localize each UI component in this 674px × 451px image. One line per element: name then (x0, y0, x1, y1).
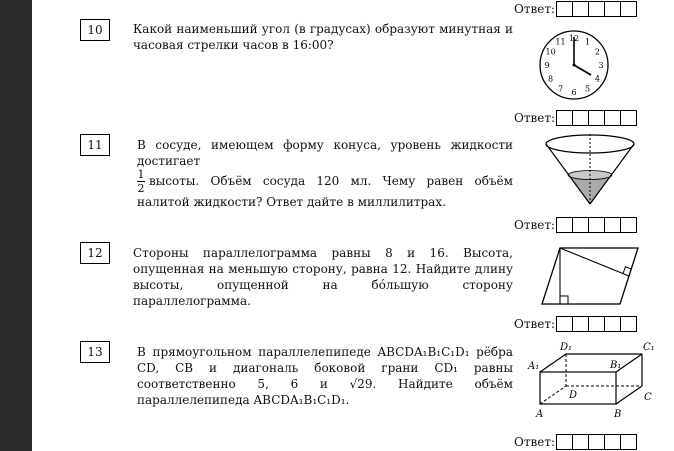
answer-cell[interactable] (572, 316, 589, 332)
clock-numeral: 7 (557, 84, 564, 94)
answer-cell[interactable] (588, 1, 605, 17)
vertex-label-c: C (644, 392, 652, 403)
answer-cell[interactable] (556, 110, 573, 126)
problem-text-10: Какой наименьший угол (в градусах) образуют минутная и часовая стрелки часов в 16:00? (133, 22, 513, 52)
answer-cell[interactable] (620, 1, 637, 17)
answer-cell[interactable] (588, 434, 605, 450)
clock-numeral: 5 (584, 84, 591, 94)
answer-cell[interactable] (604, 217, 621, 233)
answer-cell[interactable] (556, 316, 573, 332)
vertex-label-b: B (614, 409, 622, 420)
answer-cells[interactable] (557, 434, 637, 450)
problem-number-10: 10 (80, 19, 110, 41)
problem-number-12: 12 (80, 242, 110, 264)
parallelogram-figure (540, 244, 640, 308)
answer-cell[interactable] (572, 217, 589, 233)
parallelepiped-figure (526, 338, 656, 424)
answer-label: Ответ: (514, 111, 556, 125)
answer-cell[interactable] (588, 217, 605, 233)
clock-numeral: 10 (545, 47, 556, 57)
problem-text-11 (137, 137, 513, 210)
answer-label: Ответ: (514, 218, 556, 232)
answer-cell[interactable] (556, 217, 573, 233)
answer-label: Ответ: (514, 2, 556, 16)
answer-cell[interactable] (556, 1, 573, 17)
fraction-denominator: 2 (137, 182, 145, 195)
answer-row-10 (514, 110, 637, 126)
answer-label: Ответ: (514, 435, 556, 449)
vertex-label-b1: B₁ (610, 360, 622, 371)
problem-text-11-part1: В сосуде, имеющем форму конуса, уровень жидкости достигает (137, 138, 513, 168)
answer-cell[interactable] (556, 434, 573, 450)
fraction-one-half (137, 169, 145, 194)
answer-cell[interactable] (620, 434, 637, 450)
answer-label: Ответ: (514, 317, 556, 331)
vertex-label-c1: C₁ (643, 342, 655, 353)
clock-numeral: 3 (598, 61, 604, 70)
vertex-label-d: D (569, 390, 578, 401)
answer-cell[interactable] (588, 110, 605, 126)
problem-number-13: 13 (80, 341, 110, 363)
answer-cell[interactable] (572, 1, 589, 17)
problem-number-11: 11 (80, 134, 110, 156)
clock-numeral: 12 (568, 34, 580, 43)
answer-row-11 (514, 217, 637, 233)
answer-row-13 (514, 434, 637, 450)
answer-row-12 (514, 316, 637, 332)
answer-cell[interactable] (620, 316, 637, 332)
answer-cells[interactable] (557, 110, 637, 126)
vertex-label-d1: D₁ (560, 342, 573, 353)
answer-cell[interactable] (588, 316, 605, 332)
clock-figure (537, 28, 611, 102)
fraction-numerator: 1 (137, 168, 145, 181)
answer-cell[interactable] (572, 110, 589, 126)
clock-numeral: 4 (594, 74, 600, 84)
answer-cell[interactable] (604, 434, 621, 450)
answer-cell[interactable] (572, 434, 589, 450)
answer-cell[interactable] (604, 110, 621, 126)
answer-cells[interactable] (557, 316, 637, 332)
answer-cells[interactable] (557, 1, 637, 17)
problem-text-12: Стороны параллелограмма равны 8 и 16. Высота, опущенная на меньшую сторону, равна 12. Найдите длину высоты, опущенной на бóльшую сторону параллелограмма. (133, 246, 513, 308)
clock-numeral: 1 (584, 37, 591, 47)
clock-numeral: 11 (555, 37, 566, 47)
answer-cell[interactable] (604, 316, 621, 332)
problem-text-11-part2: высоты. Объём сосуда 120 мл. Чему равен объём налитой жидкости? Ответ дайте в миллилитрах. (137, 174, 513, 209)
answer-cell[interactable] (620, 110, 637, 126)
vertex-label-a1: A₁ (528, 361, 540, 372)
answer-cell[interactable] (620, 217, 637, 233)
answer-cells[interactable] (557, 217, 637, 233)
answer-row-prev (514, 1, 637, 17)
clock-numeral: 6 (571, 88, 577, 97)
answer-cell[interactable] (604, 1, 621, 17)
problem-text-13: В прямоугольном параллелепипеде ABCDA₁B₁C₁D₁ рёбра CD, CB и диагональ боковой грани CD₁ равны соответственно 5, 6 и √29. Найдите объём параллелепипеда ABCDA₁B₁C₁D₁. (137, 345, 513, 407)
clock-numeral: 2 (594, 47, 600, 57)
cone-figure (540, 130, 640, 210)
clock-numeral: 9 (544, 61, 550, 70)
worksheet-page (32, 0, 674, 451)
clock-numeral: 8 (548, 74, 554, 84)
vertex-label-a: A (536, 409, 544, 420)
